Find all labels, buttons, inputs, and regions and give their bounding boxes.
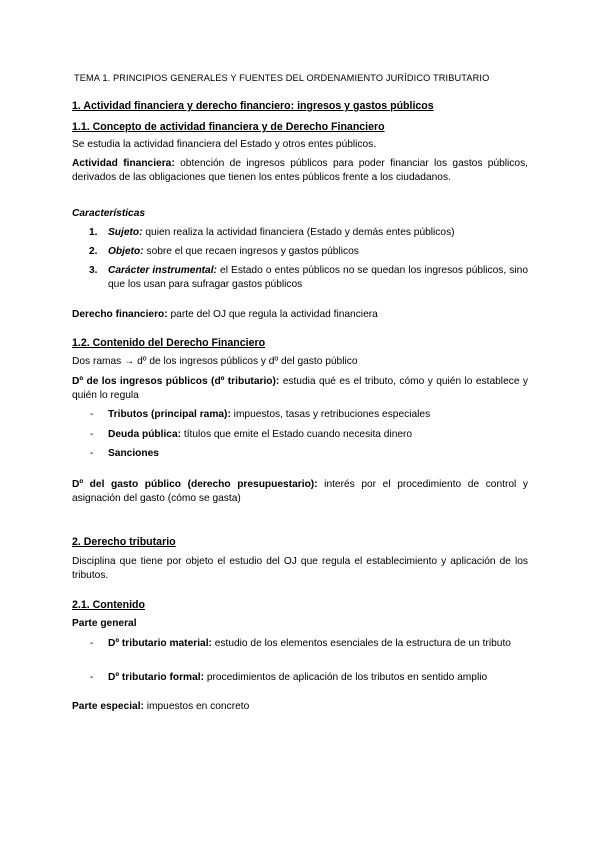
caracteristica-label: Carácter instrumental: xyxy=(108,265,217,276)
caracteristicas-heading: Características xyxy=(72,208,146,219)
section-1-2-heading: 1.2. Contenido del Derecho Financiero xyxy=(72,337,266,349)
parte-general-item xyxy=(108,671,528,685)
actividad-financiera-label: Actividad financiera: xyxy=(72,158,175,169)
caracteristica-item xyxy=(108,245,528,259)
section-1-heading: 1. Actividad financiera y derecho financiero: ingresos y gastos públicos xyxy=(72,100,434,112)
caracteristica-number: 2. xyxy=(89,246,98,257)
gasto-publico-definition xyxy=(72,478,528,506)
caracteristica-text: el Estado o entes públicos no se quedan los ingresos públicos, sino que los usan para sufragar gastos públicos xyxy=(108,265,528,290)
section-2-intro: Disciplina que tiene por objeto el estudio del OJ que regula el establecimiento y aplicación de los tributos. xyxy=(72,556,528,581)
ingresos-item-text: títulos que emite el Estado cuando necesita dinero xyxy=(181,429,413,440)
ingresos-list-item xyxy=(108,447,528,461)
section-1-1-intro: Se estudia la actividad financiera del Estado y otros entes públicos. xyxy=(72,139,377,150)
caracteristica-item xyxy=(108,226,528,240)
section-2-heading: 2. Derecho tributario xyxy=(72,536,176,548)
parte-especial-text: impuestos en concreto xyxy=(143,701,250,712)
derecho-financiero-definition xyxy=(72,308,528,322)
list-dash: - xyxy=(90,409,94,420)
parte-general-label: Parte general xyxy=(72,618,137,629)
caracteristica-item xyxy=(108,264,528,292)
caracteristica-number: 3. xyxy=(89,265,98,276)
section-1-1-heading: 1.1. Concepto de actividad financiera y de Derecho Financiero xyxy=(72,121,385,133)
parte-general-item xyxy=(108,637,528,651)
gasto-publico-text: interés por el procedimiento de control y asignación del gasto (cómo se gasta) xyxy=(72,479,528,504)
ingresos-list-item xyxy=(108,408,528,422)
caracteristica-label: Sujeto: xyxy=(108,227,143,238)
document-title: TEMA 1. PRINCIPIOS GENERALES Y FUENTES DEL ORDENAMIENTO JURÍDICO TRIBUTARIO xyxy=(74,73,490,83)
parte-especial-label: Parte especial: xyxy=(72,701,144,712)
parte-especial-definition xyxy=(72,700,528,714)
section-2-1-heading: 2.1. Contenido xyxy=(72,599,145,611)
parte-general-item-label: Dº tributario formal: xyxy=(108,672,204,683)
ingresos-publicos-text: estudia qué es el tributo, cómo y quién lo establece y quién lo regula xyxy=(72,376,528,401)
parte-general-item-label: Dº tributario material: xyxy=(108,638,212,649)
ingresos-item-label: Tributos (principal rama): xyxy=(108,409,231,420)
ingresos-item-label: Sanciones xyxy=(108,448,159,459)
ingresos-publicos-definition xyxy=(72,375,528,403)
parte-general-item-text: estudio de los elementos esenciales de la estructura de un tributo xyxy=(211,638,511,649)
gasto-publico-label: Dº del gasto público (derecho presupuestario): xyxy=(72,479,318,490)
actividad-financiera-text: obtención de ingresos públicos para poder financiar los gastos públicos, derivados de las obligaciones que tienen los entes públicos frente a los ciudadanos. xyxy=(72,158,528,183)
caracteristica-number: 1. xyxy=(89,227,98,238)
parte-general-item-text: procedimientos de aplicación de los tributos en sentido amplio xyxy=(203,672,488,683)
list-dash: - xyxy=(90,638,94,649)
ingresos-item-text: impuestos, tasas y retribuciones especiales xyxy=(230,409,431,420)
derecho-financiero-text: parte del OJ que regula la actividad financiera xyxy=(167,309,378,320)
ingresos-item-label: Deuda pública: xyxy=(108,429,182,440)
caracteristica-text: sobre el que recaen ingresos y gastos públicos xyxy=(143,246,359,257)
list-dash: - xyxy=(90,448,94,459)
caracteristica-text: quien realiza la actividad financiera (Estado y demás entes públicos) xyxy=(142,227,455,238)
derecho-financiero-label: Derecho financiero: xyxy=(72,309,168,320)
caracteristica-label: Objeto: xyxy=(108,246,144,257)
ingresos-publicos-label: Dº de los ingresos públicos (dº tributario): xyxy=(72,376,280,387)
actividad-financiera-definition xyxy=(72,157,528,185)
list-dash: - xyxy=(90,672,94,683)
ingresos-list-item xyxy=(108,428,528,442)
section-1-2-intro: Dos ramas → dº de los ingresos públicos y dº del gasto público xyxy=(72,356,358,367)
list-dash: - xyxy=(90,429,94,440)
